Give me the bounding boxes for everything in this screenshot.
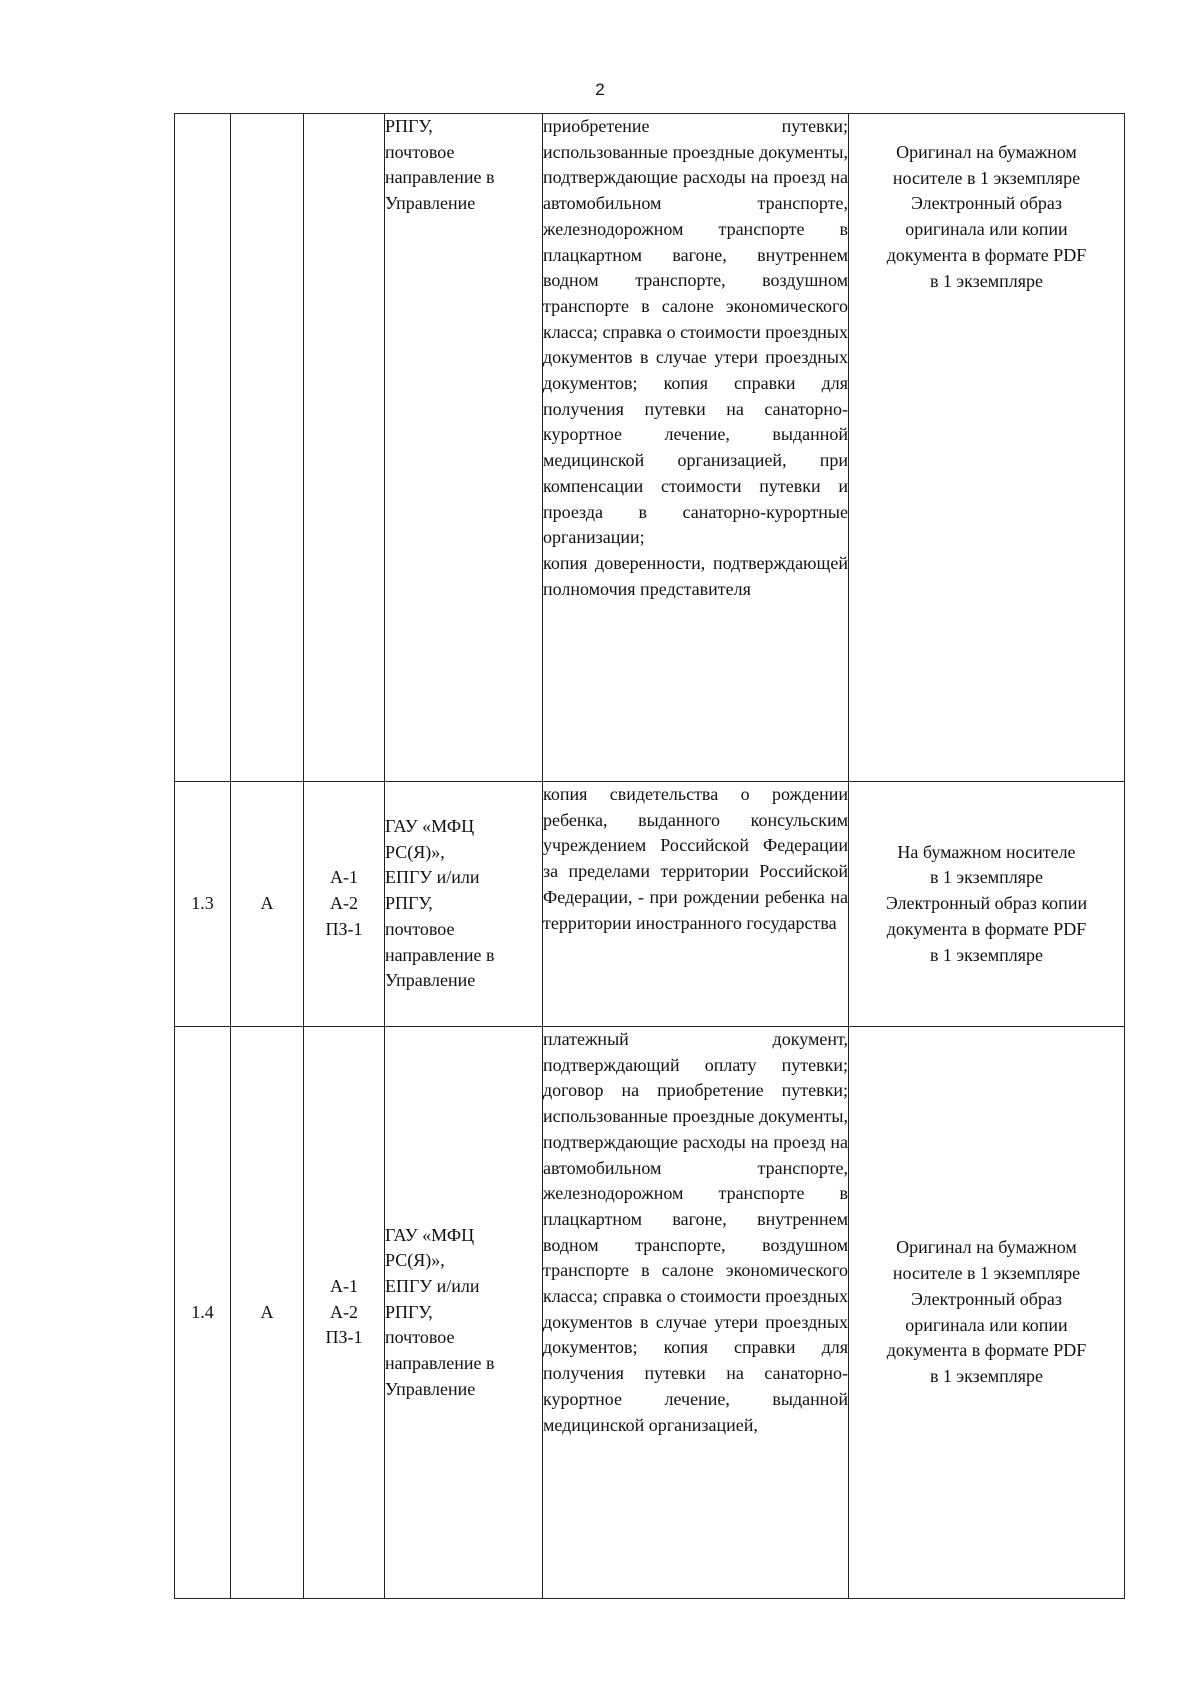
row-codes-cell [304,114,385,782]
row-form-cell [849,114,1125,782]
documents-table [174,113,1125,1599]
row-form: Оригинал на бумажном носителе в 1 экземпляре Электронный образ оригинала или копии документа в формате PDF в 1 экземпляре [886,1237,1087,1386]
row-codes: А-1 А-2 ПЗ-1 [325,867,363,939]
row-place-cell [385,1027,543,1599]
row-form: На бумажном носителе в 1 экземпляре Электронный образ копии документа в формате PDF в 1 экземпляре [885,841,1088,965]
row-description-cell [543,1027,849,1599]
row-codes-cell [304,782,385,1027]
row-form: Оригинал на бумажном носителе в 1 экземпляре Электронный образ оригинала или копии документа в формате PDF в 1 экземпляре [886,142,1087,291]
row-description-cell [543,782,849,1027]
row-description-cell [543,114,849,782]
row-description: приобретение путевки; использованные проездные документы, подтверждающие расходы на проезд на автомобильном транспорте, железнодорожном транспорте в плацкартном вагоне, внутреннем водном транспорте, воздушном транспорте в салоне экономического класса; справка о стоимости проездных документов в случае утери проездных документов; копия справки для получения путевки на санаторно-курортное лечение, выданной медицинской организацией, при компенсации стоимости путевки и проезда в санаторно-курортные организации; копия доверенности, подтверждающей полномочия представителя [543,116,848,599]
row-form-cell [849,782,1125,1027]
row-place: РПГУ, почтовое направление в Управление [385,116,495,214]
row-number-cell: 1.3 [175,782,231,1027]
row-place-cell [385,114,543,782]
row-letter-cell [231,114,304,782]
row-place-cell [385,782,543,1027]
row-codes-cell [304,1027,385,1599]
row-form-cell [849,1027,1125,1599]
row-place: ГАУ «МФЦ РС(Я)», ЕПГУ и/или РПГУ, почтовое направление в Управление [385,1224,495,1399]
table-row [175,782,1125,1027]
row-codes: А-1 А-2 ПЗ-1 [325,1275,363,1348]
row-number-cell: 1.4 [175,1027,231,1599]
row-letter-cell: А [231,1027,304,1599]
row-number-cell [175,114,231,782]
row-letter-cell: А [231,782,304,1027]
table-row [175,1027,1125,1599]
table-row [175,114,1125,782]
row-place: ГАУ «МФЦ РС(Я)», ЕПГУ и/или РПГУ, почтовое направление в Управление [385,816,495,991]
row-description: платежный документ, подтверждающий оплату путевки; договор на приобретение путевки; использованные проездные документы, подтверждающие расходы на проезд на автомобильном транспорте, железнодорожном транспорте в плацкартном вагоне, внутреннем водном транспорте, воздушном транспорте в салоне экономического класса; справка о стоимости проездных документов в случае утери проездных документов; копия справки для получения путевки на санаторно-курортное лечение, выданной медицинской организацией, [543,1029,848,1435]
row-description: копия свидетельства о рождении ребенка, выданного консульским учреждением Российской Федерации за пределами территории Российской Федерации, - при рождении ребенка на территории иностранного государства [543,784,848,933]
page-number: 2 [595,80,605,99]
